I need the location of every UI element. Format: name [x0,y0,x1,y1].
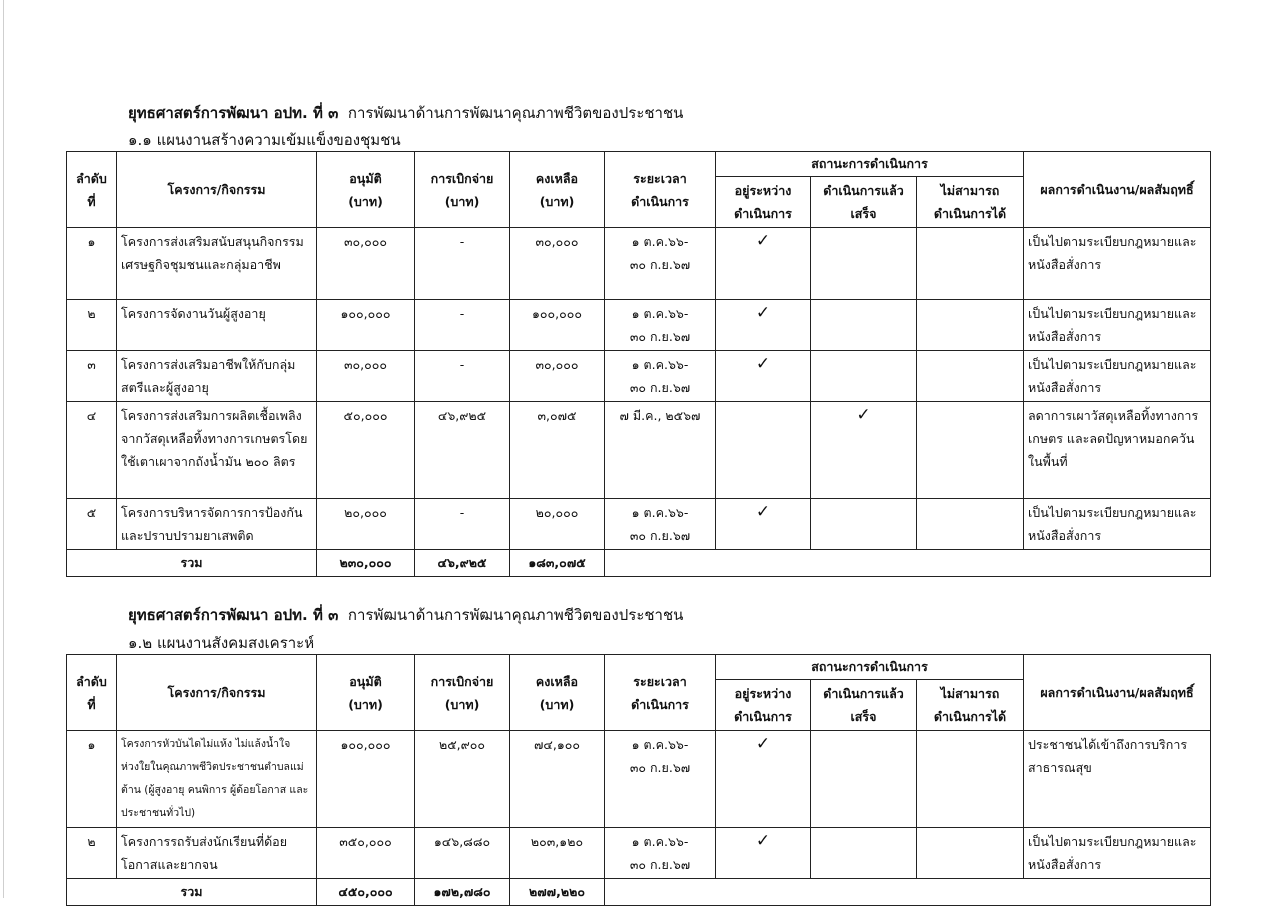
row-period: ๑ ต.ค.๖๖- ๓๐ ก.ย.๖๗ [605,828,716,879]
row-approved: ๓๕๐,๐๐๐ [317,828,415,879]
header-row [67,655,1211,680]
strategy-heading-bold: ยุทธศาสตร์การพัฒนา อปท. ที่ ๓ [128,606,339,624]
total-remaining: ๑๘๓,๐๗๕ [510,550,605,577]
row-disbursed: ๒๕,๙๐๐ [415,731,510,828]
row-disbursed: - [415,300,510,351]
col-project: โครงการ/กิจกรรม [117,655,317,731]
row-remaining: ๒๐๓,๑๒๐ [510,828,605,879]
col-remaining: คงเหลือ (บาท) [510,152,605,228]
row-period: ๑ ต.ค.๖๖- ๓๐ ก.ย.๖๗ [605,351,716,402]
strategy-heading-text: การพัฒนาด้านการพัฒนาคุณภาพชีวิตของประชาชน [347,104,684,122]
total-disbursed: ๔๖,๙๒๕ [415,550,510,577]
col-approved: อนุมัติ (บาท) [317,655,415,731]
col-in-progress: อยู่ระหว่าง ดำเนินการ [716,177,811,228]
row-disbursed: - [415,228,510,300]
row-project: โครงการรถรับส่งนักเรียนที่ด้อยโอกาสและยากจน [117,828,317,879]
strategy-heading-text: การพัฒนาด้านการพัฒนาคุณภาพชีวิตของประชาชน [347,606,684,624]
row-no: ๑ [67,228,117,300]
row-approved: ๓๐,๐๐๐ [317,351,415,402]
total-row [67,550,1211,577]
col-disbursed: การเบิกจ่าย (บาท) [415,152,510,228]
total-remaining: ๒๗๗,๒๒๐ [510,879,605,906]
plan-table-2 [66,654,1211,906]
col-in-progress: อยู่ระหว่าง ดำเนินการ [716,680,811,731]
row-approved: ๓๐,๐๐๐ [317,228,415,300]
row-remaining: ๑๐๐,๐๐๐ [510,300,605,351]
row-remaining: ๓๐,๐๐๐ [510,228,605,300]
strategy-heading-2 [128,603,683,627]
col-no: ลำดับ ที่ [67,152,117,228]
row-done [811,828,917,879]
row-unable [917,300,1024,351]
row-approved: ๒๐,๐๐๐ [317,499,415,550]
strategy-heading-1 [128,101,683,125]
total-approved: ๒๓๐,๐๐๐ [317,550,415,577]
row-project: โครงการส่งเสริมการผลิตเชื้อเพลิงจากวัสดุเหลือทิ้งทางการเกษตรโดยใช้เตาเผาจากถังน้ำมัน ๒๐๐ ลิตร [117,402,317,499]
check-icon: ✓ [716,499,811,550]
row-no: ๓ [67,351,117,402]
row-approved: ๑๐๐,๐๐๐ [317,731,415,828]
row-in-progress [716,402,811,499]
row-remaining: ๒๐,๐๐๐ [510,499,605,550]
table-row [67,228,1211,300]
col-unable: ไม่สามารถ ดำเนินการได้ [917,177,1024,228]
check-icon: ✓ [716,351,811,402]
row-project: โครงการบริหารจัดการการป้องกันและปราบปรามยาเสพติด [117,499,317,550]
col-result: ผลการดำเนินงาน/ผลสัมฤทธิ์ [1024,655,1211,731]
row-done [811,300,917,351]
header-row [67,152,1211,177]
check-icon: ✓ [716,828,811,879]
table-row [67,499,1211,550]
check-icon: ✓ [716,300,811,351]
total-blank [605,879,1211,906]
row-remaining: ๓,๐๗๕ [510,402,605,499]
row-unable [917,351,1024,402]
row-result: เป็นไปตามระเบียบกฎหมายและหนังสือสั่งการ [1024,351,1211,402]
col-done: ดำเนินการแล้ว เสร็จ [811,680,917,731]
total-disbursed: ๑๗๒,๗๘๐ [415,879,510,906]
table-row [67,828,1211,879]
total-blank [605,550,1211,577]
plan-subheading-1: ๑.๑ แผนงานสร้างความเข้มแข็งของชุมชน [128,131,401,149]
strategy-heading-bold: ยุทธศาสตร์การพัฒนา อปท. ที่ ๓ [128,104,339,122]
col-remaining: คงเหลือ (บาท) [510,655,605,731]
row-result: เป็นไปตามระเบียบกฎหมายและหนังสือสั่งการ [1024,300,1211,351]
row-project: โครงการจัดงานวันผู้สูงอายุ [117,300,317,351]
row-period: ๗ มี.ค., ๒๕๖๗ [605,402,716,499]
row-period: ๑ ต.ค.๖๖- ๓๐ ก.ย.๖๗ [605,300,716,351]
row-unable [917,731,1024,828]
row-remaining: ๓๐,๐๐๐ [510,351,605,402]
row-no: ๕ [67,499,117,550]
check-icon: ✓ [716,731,811,828]
row-period: ๑ ต.ค.๖๖- ๓๐ ก.ย.๖๗ [605,499,716,550]
col-period: ระยะเวลา ดำเนินการ [605,152,716,228]
table-row [67,300,1211,351]
row-done [811,351,917,402]
row-project: โครงการส่งเสริมอาชีพให้กับกลุ่มสตรีและผู้สูงอายุ [117,351,317,402]
row-no: ๔ [67,402,117,499]
row-unable [917,228,1024,300]
total-approved: ๔๕๐,๐๐๐ [317,879,415,906]
row-disbursed: ๑๔๖,๘๘๐ [415,828,510,879]
table-row [67,351,1211,402]
plan-subheading-2: ๑.๒ แผนงานสังคมสงเคราะห์ [128,634,315,652]
col-approved: อนุมัติ (บาท) [317,152,415,228]
row-project: โครงการหัวบันไดไม่แห้ง ไม่แล้งน้ำใจห่วงใยในคุณภาพชีวิตประชาชนตำบลแม่ต้าน (ผู้สูงอายุ คนพิการ ผู้ด้อยโอกาส และประชาชนทั่วไป) [117,731,317,828]
total-row [67,879,1211,906]
row-disbursed: ๔๖,๙๒๕ [415,402,510,499]
check-icon: ✓ [811,402,917,499]
row-no: ๑ [67,731,117,828]
row-unable [917,828,1024,879]
col-status: สถานะการดำเนินการ [716,152,1024,177]
col-disbursed: การเบิกจ่าย (บาท) [415,655,510,731]
col-project: โครงการ/กิจกรรม [117,152,317,228]
page-left-edge [3,0,4,898]
plan-table-1 [66,151,1211,577]
col-done: ดำเนินการแล้ว เสร็จ [811,177,917,228]
row-result: เป็นไปตามระเบียบกฎหมายและหนังสือสั่งการ [1024,499,1211,550]
col-status: สถานะการดำเนินการ [716,655,1024,680]
row-result: ประชาชนได้เข้าถึงการบริการสาธารณสุข [1024,731,1211,828]
row-done [811,499,917,550]
table-row [67,402,1211,499]
row-period: ๑ ต.ค.๖๖- ๓๐ ก.ย.๖๗ [605,731,716,828]
row-approved: ๕๐,๐๐๐ [317,402,415,499]
total-label: รวม [67,550,317,577]
check-icon: ✓ [716,228,811,300]
col-unable: ไม่สามารถ ดำเนินการได้ [917,680,1024,731]
row-result: เป็นไปตามระเบียบกฎหมายและหนังสือสั่งการ [1024,228,1211,300]
row-no: ๒ [67,300,117,351]
row-done [811,731,917,828]
row-remaining: ๗๔,๑๐๐ [510,731,605,828]
row-period: ๑ ต.ค.๖๖- ๓๐ ก.ย.๖๗ [605,228,716,300]
row-done [811,228,917,300]
col-no: ลำดับ ที่ [67,655,117,731]
row-approved: ๑๐๐,๐๐๐ [317,300,415,351]
col-period: ระยะเวลา ดำเนินการ [605,655,716,731]
row-unable [917,499,1024,550]
col-result: ผลการดำเนินงาน/ผลสัมฤทธิ์ [1024,152,1211,228]
row-result: ลดาการเผาวัสดุเหลือทิ้งทางการเกษตร และลดปัญหาหมอกควันในพื้นที่ [1024,402,1211,499]
total-label: รวม [67,879,317,906]
row-result: เป็นไปตามระเบียบกฎหมายและหนังสือสั่งการ [1024,828,1211,879]
table-row [67,731,1211,828]
row-no: ๒ [67,828,117,879]
row-disbursed: - [415,499,510,550]
row-project: โครงการส่งเสริมสนับสนุนกิจกรรมเศรษฐกิจชุมชนและกลุ่มอาชีพ [117,228,317,300]
row-unable [917,402,1024,499]
row-disbursed: - [415,351,510,402]
